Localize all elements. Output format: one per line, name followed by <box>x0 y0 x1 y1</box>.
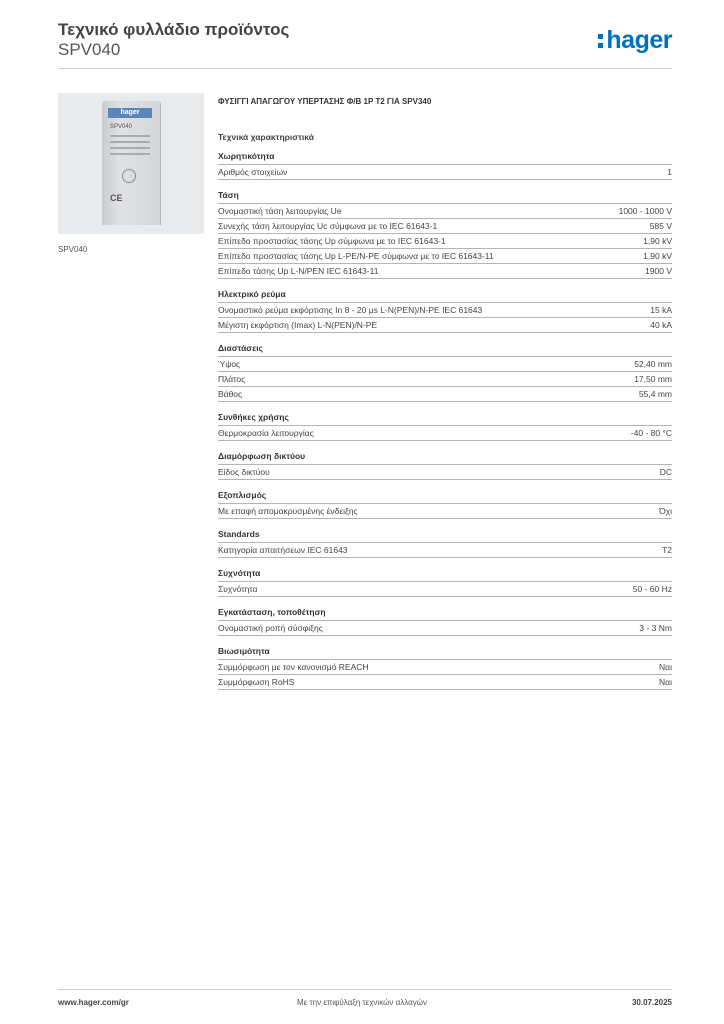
spec-label: Ονομαστική ροπή σύσφιξης <box>218 623 323 633</box>
spec-group-title: Ηλεκτρικό ρεύμα <box>218 289 672 303</box>
spec-row <box>218 357 672 372</box>
spec-value: -40 - 80 °C <box>630 428 672 438</box>
spec-label: Ύψος <box>218 359 241 369</box>
spec-label: Πλάτος <box>218 374 246 384</box>
spec-group <box>218 343 672 402</box>
spec-label: Ονομαστικό ρεύμα εκφόρτισης In 8 - 20 μs L-N(PEN)/N-PE IEC 61643 <box>218 305 483 315</box>
spec-value: 585 V <box>649 221 672 231</box>
spec-group <box>218 190 672 279</box>
spec-label: Με επαφή απομακρυσμένης ένδειξης <box>218 506 358 516</box>
product-name: ΦΥΣΙΓΓΙ ΑΠΑΓΩΓΟΥ ΥΠΕΡΤΑΣΗΣ Φ/Β 1P T2 ΓΙΑ SPV340 <box>218 97 432 106</box>
spec-row <box>218 249 672 264</box>
spec-row <box>218 426 672 441</box>
spec-row <box>218 387 672 402</box>
spec-label: Συχνότητα <box>218 584 258 594</box>
ce-mark-icon: CE <box>110 193 123 203</box>
spec-label: Θερμοκρασία λειτουργίας <box>218 428 314 438</box>
footer-date: 30.07.2025 <box>631 998 672 1007</box>
spec-value: DC <box>659 467 672 477</box>
spec-value: 1900 V <box>645 266 672 276</box>
spec-row <box>218 660 672 675</box>
spec-group-title: Διαστάσεις <box>218 343 672 357</box>
logo-dots-icon <box>598 34 603 48</box>
spec-group-title: Εγκατάσταση, τοποθέτηση <box>218 607 672 621</box>
spec-groups <box>218 151 672 690</box>
spec-group <box>218 607 672 636</box>
spec-row <box>218 204 672 219</box>
spec-group-title: Χωρητικότητα <box>218 151 672 165</box>
page-header <box>58 20 289 60</box>
spec-row <box>218 582 672 597</box>
spec-row <box>218 165 672 180</box>
spec-label: Βάθος <box>218 389 243 399</box>
spec-row <box>218 219 672 234</box>
spec-label: Επίπεδο προστασίας τάσης Up σύμφωνα με το IEC 61643-1 <box>218 236 446 246</box>
surge-cartridge-illustration <box>102 101 160 225</box>
spec-group-title: Συνθήκες χρήσης <box>218 412 672 426</box>
footer-divider <box>58 989 672 990</box>
spec-row <box>218 372 672 387</box>
spec-row <box>218 675 672 690</box>
spec-row <box>218 264 672 279</box>
footer-notice: Με την επιφύλαξη τεχνικών αλλαγών <box>297 998 427 1007</box>
spec-row <box>218 621 672 636</box>
spec-value: 1 <box>667 167 672 177</box>
spec-group <box>218 490 672 519</box>
spec-value: 50 - 60 Hz <box>632 584 672 594</box>
spec-value: Όχι <box>659 506 672 516</box>
header-divider <box>58 68 672 69</box>
spec-row <box>218 303 672 318</box>
spec-label: Κατηγορία απαιτήσεων IEC 61643 <box>218 545 348 555</box>
spec-label: Μέγιστη εκφόρτιση (Imax) L-N(PEN)/N-PE <box>218 320 378 330</box>
spec-value: 1000 - 1000 V <box>618 206 672 216</box>
spec-value: 40 kA <box>650 320 672 330</box>
spec-group-title: Βιωσιμότητα <box>218 646 672 660</box>
spec-value: Ναι <box>659 662 672 672</box>
spec-label: Επίπεδο προστασίας τάσης Up L-PE/N-PE σύμφωνα με το IEC 61643-11 <box>218 251 494 261</box>
spec-label: Συμμόρφωση RoHS <box>218 677 295 687</box>
spec-value: 52,40 mm <box>634 359 672 369</box>
spec-row <box>218 504 672 519</box>
spec-row <box>218 465 672 480</box>
spec-group <box>218 151 672 180</box>
spec-value: T2 <box>662 545 672 555</box>
spec-value: 3 - 3 Nm <box>639 623 672 633</box>
image-caption: SPV040 <box>58 245 88 254</box>
spec-label: Συνεχής τάση λειτουργίας Uc σύμφωνα με το IEC 61643-1 <box>218 221 438 231</box>
spec-group-title: Standards <box>218 529 672 543</box>
spec-value: 17,50 mm <box>634 374 672 384</box>
spec-value: Ναι <box>659 677 672 687</box>
spec-group-title: Συχνότητα <box>218 568 672 582</box>
spec-value: 55,4 mm <box>638 389 672 399</box>
spec-row <box>218 318 672 333</box>
spec-value: 1,90 kV <box>643 251 672 261</box>
spec-label: Συμμόρφωση με τον κανονισμό REACH <box>218 662 369 672</box>
spec-label: Είδος δικτύου <box>218 467 270 477</box>
spec-value: 15 kA <box>650 305 672 315</box>
spec-group-title: Τάση <box>218 190 672 204</box>
image-indicator-icon <box>122 169 136 183</box>
spec-row <box>218 234 672 249</box>
spec-row <box>218 543 672 558</box>
footer-website[interactable]: www.hager.com/gr <box>58 998 129 1007</box>
spec-group <box>218 529 672 558</box>
spec-label: Ονομαστική τάση λειτουργίας Ue <box>218 206 342 216</box>
spec-group <box>218 289 672 333</box>
product-image <box>58 93 204 234</box>
spec-group <box>218 412 672 441</box>
page-title: Τεχνικό φυλλάδιο προϊόντος <box>58 20 290 39</box>
image-spec-lines <box>110 135 150 159</box>
spec-group <box>218 646 672 690</box>
spec-content <box>218 97 672 700</box>
image-model-label: SPV040 <box>110 124 133 130</box>
image-brand-label: hager <box>108 108 152 118</box>
spec-heading: Τεχνικά χαρακτηριστικά <box>218 132 314 142</box>
hager-logo <box>598 26 672 55</box>
product-code: SPV040 <box>58 40 121 59</box>
spec-value: 1,90 kV <box>643 236 672 246</box>
spec-label: Αριθμός στοιχείων <box>218 167 288 177</box>
spec-label: Επίπεδο τάσης Up L-N/PEN IEC 61643-11 <box>218 266 379 276</box>
logo-text: hager <box>606 26 672 54</box>
spec-group <box>218 451 672 480</box>
spec-group-title: Διαμόρφωση δικτύου <box>218 451 672 465</box>
spec-group-title: Εξοπλισμός <box>218 490 672 504</box>
spec-group <box>218 568 672 597</box>
